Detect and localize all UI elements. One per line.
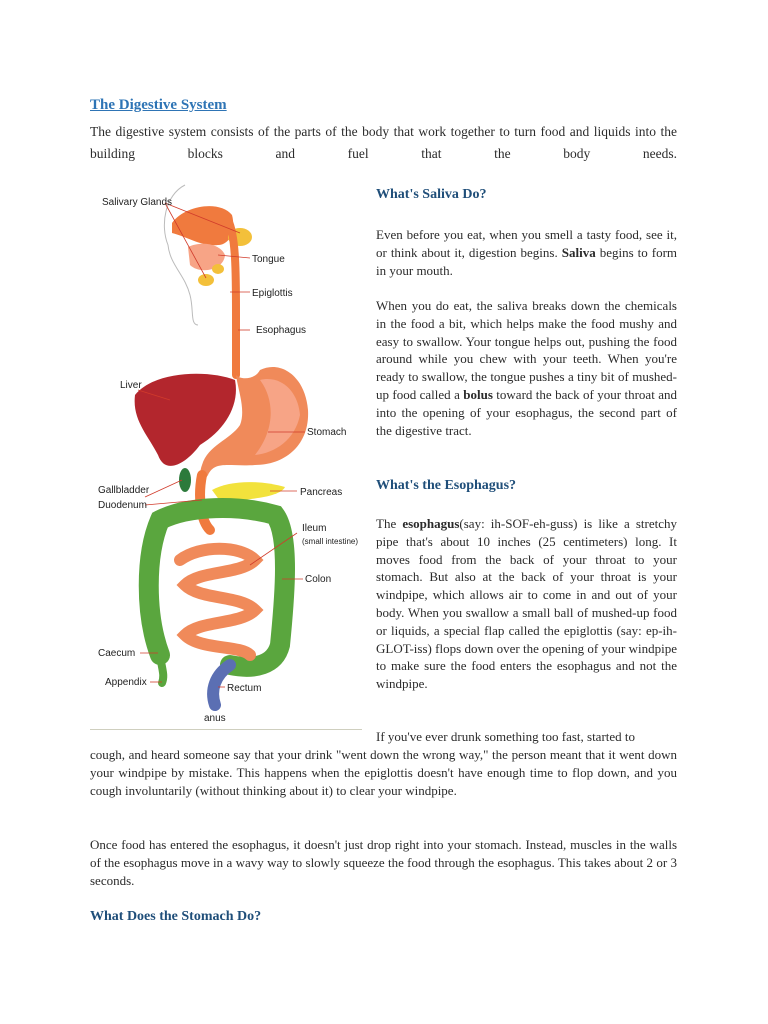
- label-epiglottis: Epiglottis: [252, 288, 293, 299]
- label-esophagus: Esophagus: [256, 325, 307, 336]
- page-title: The Digestive System: [90, 97, 227, 113]
- label-caecum: Caecum: [98, 648, 136, 659]
- label-rectum: Rectum: [227, 683, 262, 694]
- label-duodenum: Duodenum: [98, 500, 147, 511]
- diagram-divider: [90, 729, 362, 730]
- label-stomach: Stomach: [307, 427, 347, 438]
- label-tongue: Tongue: [252, 254, 285, 265]
- label-salivary-glands: Salivary Glands: [102, 197, 173, 208]
- label-appendix: Appendix: [105, 677, 147, 688]
- esophagus-heading: What's the Esophagus?: [376, 478, 517, 493]
- label-pancreas: Pancreas: [300, 487, 343, 498]
- saliva-heading: What's Saliva Do?: [376, 187, 487, 202]
- stomach-heading: What Does the Stomach Do?: [90, 909, 262, 924]
- saliva-paragraph-1: Even before you eat, when you smell a tasty food, see it, or think about it, digestion begins. Saliva begins to form in your mouth.: [376, 227, 678, 278]
- label-ileum-sub: (small intestine): [302, 537, 359, 546]
- esophagus-paragraph-2-start: If you've ever drunk something too fast, started to: [376, 729, 636, 744]
- diagram-svg: [90, 175, 365, 733]
- esophagus-paragraph-2: cough, and heard someone say that your drink "went down the wrong way," the person meant that it went down your windpipe by mistake. This happens when the epiglottis doesn't have enough time to flop down, and you cough involuntarily (without thinking about it) to clear your windpipe.: [90, 747, 677, 798]
- label-colon: Colon: [305, 574, 332, 585]
- intro-paragraph: The digestive system consists of the parts of the body that work together to turn food and liquids into the building blocks and fuel that the body needs.: [90, 124, 677, 161]
- label-gallbladder: Gallbladder: [98, 485, 150, 496]
- saliva-paragraph-2: When you do eat, the saliva breaks down the chemicals in the food a bit, which helps make the food mushy and easy to swallow. Your tongue helps out, pushing the food around while you chew with your teeth. When you're ready to swallow, the tongue pushes a tiny bit of mushed-up food called a bolus toward the back of your throat and into the opening of your esophagus, the second part of the digestive tract.: [376, 298, 677, 438]
- esophagus-paragraph-1: The esophagus(say: ih-SOF-eh-guss) is like a stretchy pipe that's about 10 inches (25 centimeters) long. It moves food from the back of your throat to your stomach. But also at the back of your throat is your windpipe, which allows air to come in and out of your body. When you swallow a small ball of mushed-up food or liquids, a special flap called the epiglottis (say: ep-ih-GLOT-iss) flops down over the opening of your windpipe to make sure the food enters the esophagus and not the windpipe.: [376, 516, 677, 692]
- esophagus-paragraph-3: Once food has entered the esophagus, it doesn't just drop right into your stomach. Instead, muscles in the walls of the esophagus move in a wavy way to slowly squeeze the food through the esophagus. This takes about 2 or 3 seconds.: [90, 837, 677, 888]
- label-liver: Liver: [120, 380, 142, 391]
- digestive-system-diagram: [90, 175, 365, 733]
- label-anus: anus: [204, 713, 226, 724]
- label-ileum: Ileum: [302, 523, 327, 534]
